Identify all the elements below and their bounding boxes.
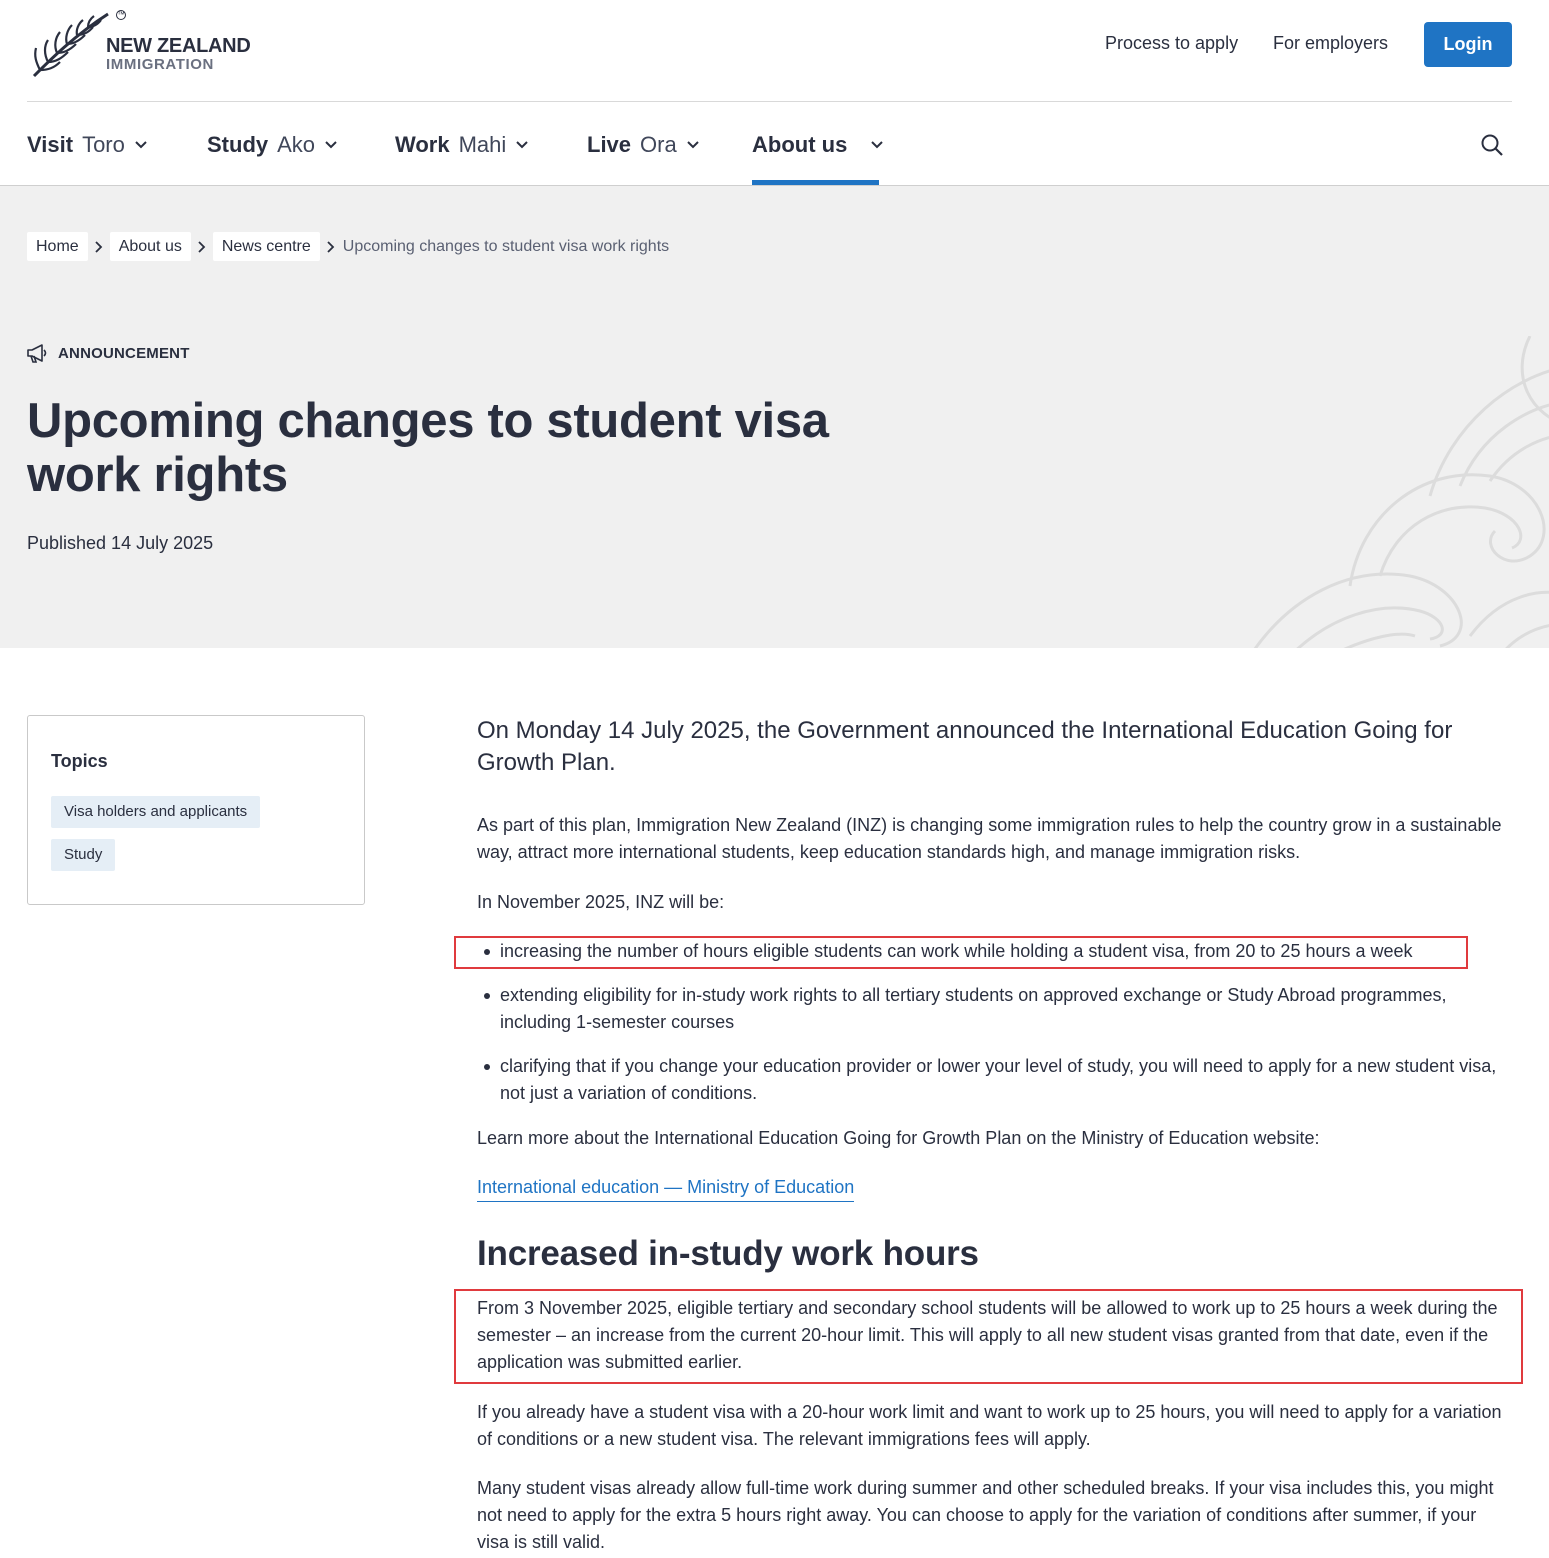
breadcrumb-current: Upcoming changes to student visa work rights [342, 237, 670, 255]
nav-label-mi: Ora [640, 132, 677, 157]
nav-item-visit[interactable] [27, 132, 147, 158]
main-nav [0, 102, 1549, 186]
nav-label-mi: Toro [82, 132, 125, 157]
nav-item-study[interactable] [207, 132, 337, 158]
nav-label-en: About us [752, 132, 848, 157]
megaphone-icon [26, 342, 48, 364]
article-paragraph: In November 2025, INZ will be: [477, 892, 725, 912]
nav-label-en: Live [587, 132, 632, 157]
nz-immigration-logo[interactable] [30, 10, 250, 82]
topic-tag-study[interactable]: Study [51, 839, 115, 871]
category-label [26, 342, 190, 364]
chevron-down-icon [687, 141, 699, 149]
breadcrumb-about-us[interactable]: About us [110, 232, 191, 261]
nav-label-mi: Mahi [458, 132, 507, 157]
article-paragraph: From 3 November 2025, eligible tertiary and secondary school students will be allowed to work up to 25 hours a week during the semester – an increase from the current 20-hour limit. This will apply to all new student visas granted from that date, even if the application was submitted earlier. [477, 1298, 1498, 1372]
topics-panel [27, 715, 365, 905]
nav-item-about-us[interactable] [752, 132, 883, 158]
ministry-of-education-link[interactable]: International education — Ministry of Education [477, 1174, 854, 1202]
article-paragraph: Learn more about the International Education Going for Growth Plan on the Ministry of Education website: [477, 1128, 1320, 1148]
chevron-right-icon [191, 241, 213, 253]
chevron-right-icon [320, 241, 342, 253]
chevron-down-icon [325, 141, 337, 149]
process-to-apply-link[interactable]: Process to apply [1105, 33, 1239, 53]
nav-label-en: Work [395, 132, 450, 157]
article-paragraph: As part of this plan, Immigration New Zealand (INZ) is changing some immigration rules to help the country grow in a sustainable way, attract more international students, keep education standards high, and manage immigration risks. [477, 815, 1502, 862]
published-date: Published 14 July 2025 [27, 533, 214, 553]
silver-fern-icon [30, 10, 110, 82]
list-item: increasing the number of hours eligible students can work while holding a student visa, from 20 to 25 hours a week [477, 938, 1512, 965]
page-title: Upcoming changes to student visa work rights [27, 394, 829, 502]
section-heading: Increased in-study work hours [477, 1234, 979, 1273]
nav-label-en: Visit [27, 132, 74, 157]
trademark-icon: ™ [117, 10, 125, 19]
breadcrumb-home[interactable]: Home [27, 232, 88, 261]
nav-item-work[interactable] [395, 132, 528, 158]
nav-item-live[interactable] [587, 132, 699, 158]
list-item: clarifying that if you change your education provider or lower your level of study, you will need to apply for a new student visa, not just a variation of conditions. [477, 1053, 1512, 1107]
article-paragraph: Many student visas already allow full-time work during summer and other scheduled breaks. If your visa includes this, you might not need to apply for the extra 5 hours right away. You can choose to apply for the variation of conditions after summer, if your visa is still valid. [477, 1478, 1494, 1552]
nav-label-mi: Ako [277, 132, 316, 157]
chevron-down-icon [516, 141, 528, 149]
koru-pattern-decoration [1230, 336, 1549, 648]
for-employers-link[interactable]: For employers [1273, 33, 1389, 53]
topics-title: Topics [51, 751, 108, 771]
chevron-right-icon [88, 241, 110, 253]
category-text: ANNOUNCEMENT [58, 344, 190, 362]
site-header [0, 0, 1549, 101]
breadcrumb [27, 232, 669, 261]
article-lead: On Monday 14 July 2025, the Government announced the International Education Going for Growth Plan. [477, 717, 1453, 776]
breadcrumb-news-centre[interactable]: News centre [213, 232, 320, 261]
logo-text-secondary: IMMIGRATION [106, 56, 214, 73]
search-icon[interactable] [1480, 133, 1504, 157]
logo-text-primary: NEW ZEALAND [106, 35, 251, 57]
article-paragraph: If you already have a student visa with a 20-hour work limit and want to work up to 25 hours, you will need to apply for a variation of conditions or a new student visa. The relevant immigrations fees will apply. [477, 1402, 1502, 1449]
highlight-box [454, 1289, 1523, 1384]
nav-label-en: Study [207, 132, 269, 157]
login-button[interactable]: Login [1424, 22, 1512, 67]
highlight-box [454, 936, 1468, 969]
nav-active-indicator [752, 180, 879, 185]
hero-banner [0, 186, 1549, 648]
list-item: extending eligibility for in-study work rights to all tertiary students on approved exchange or Study Abroad programmes, including 1-semester courses [477, 982, 1512, 1036]
chevron-down-icon [135, 141, 147, 149]
topic-tag-visa-holders[interactable]: Visa holders and applicants [51, 796, 260, 828]
chevron-down-icon [871, 141, 883, 149]
